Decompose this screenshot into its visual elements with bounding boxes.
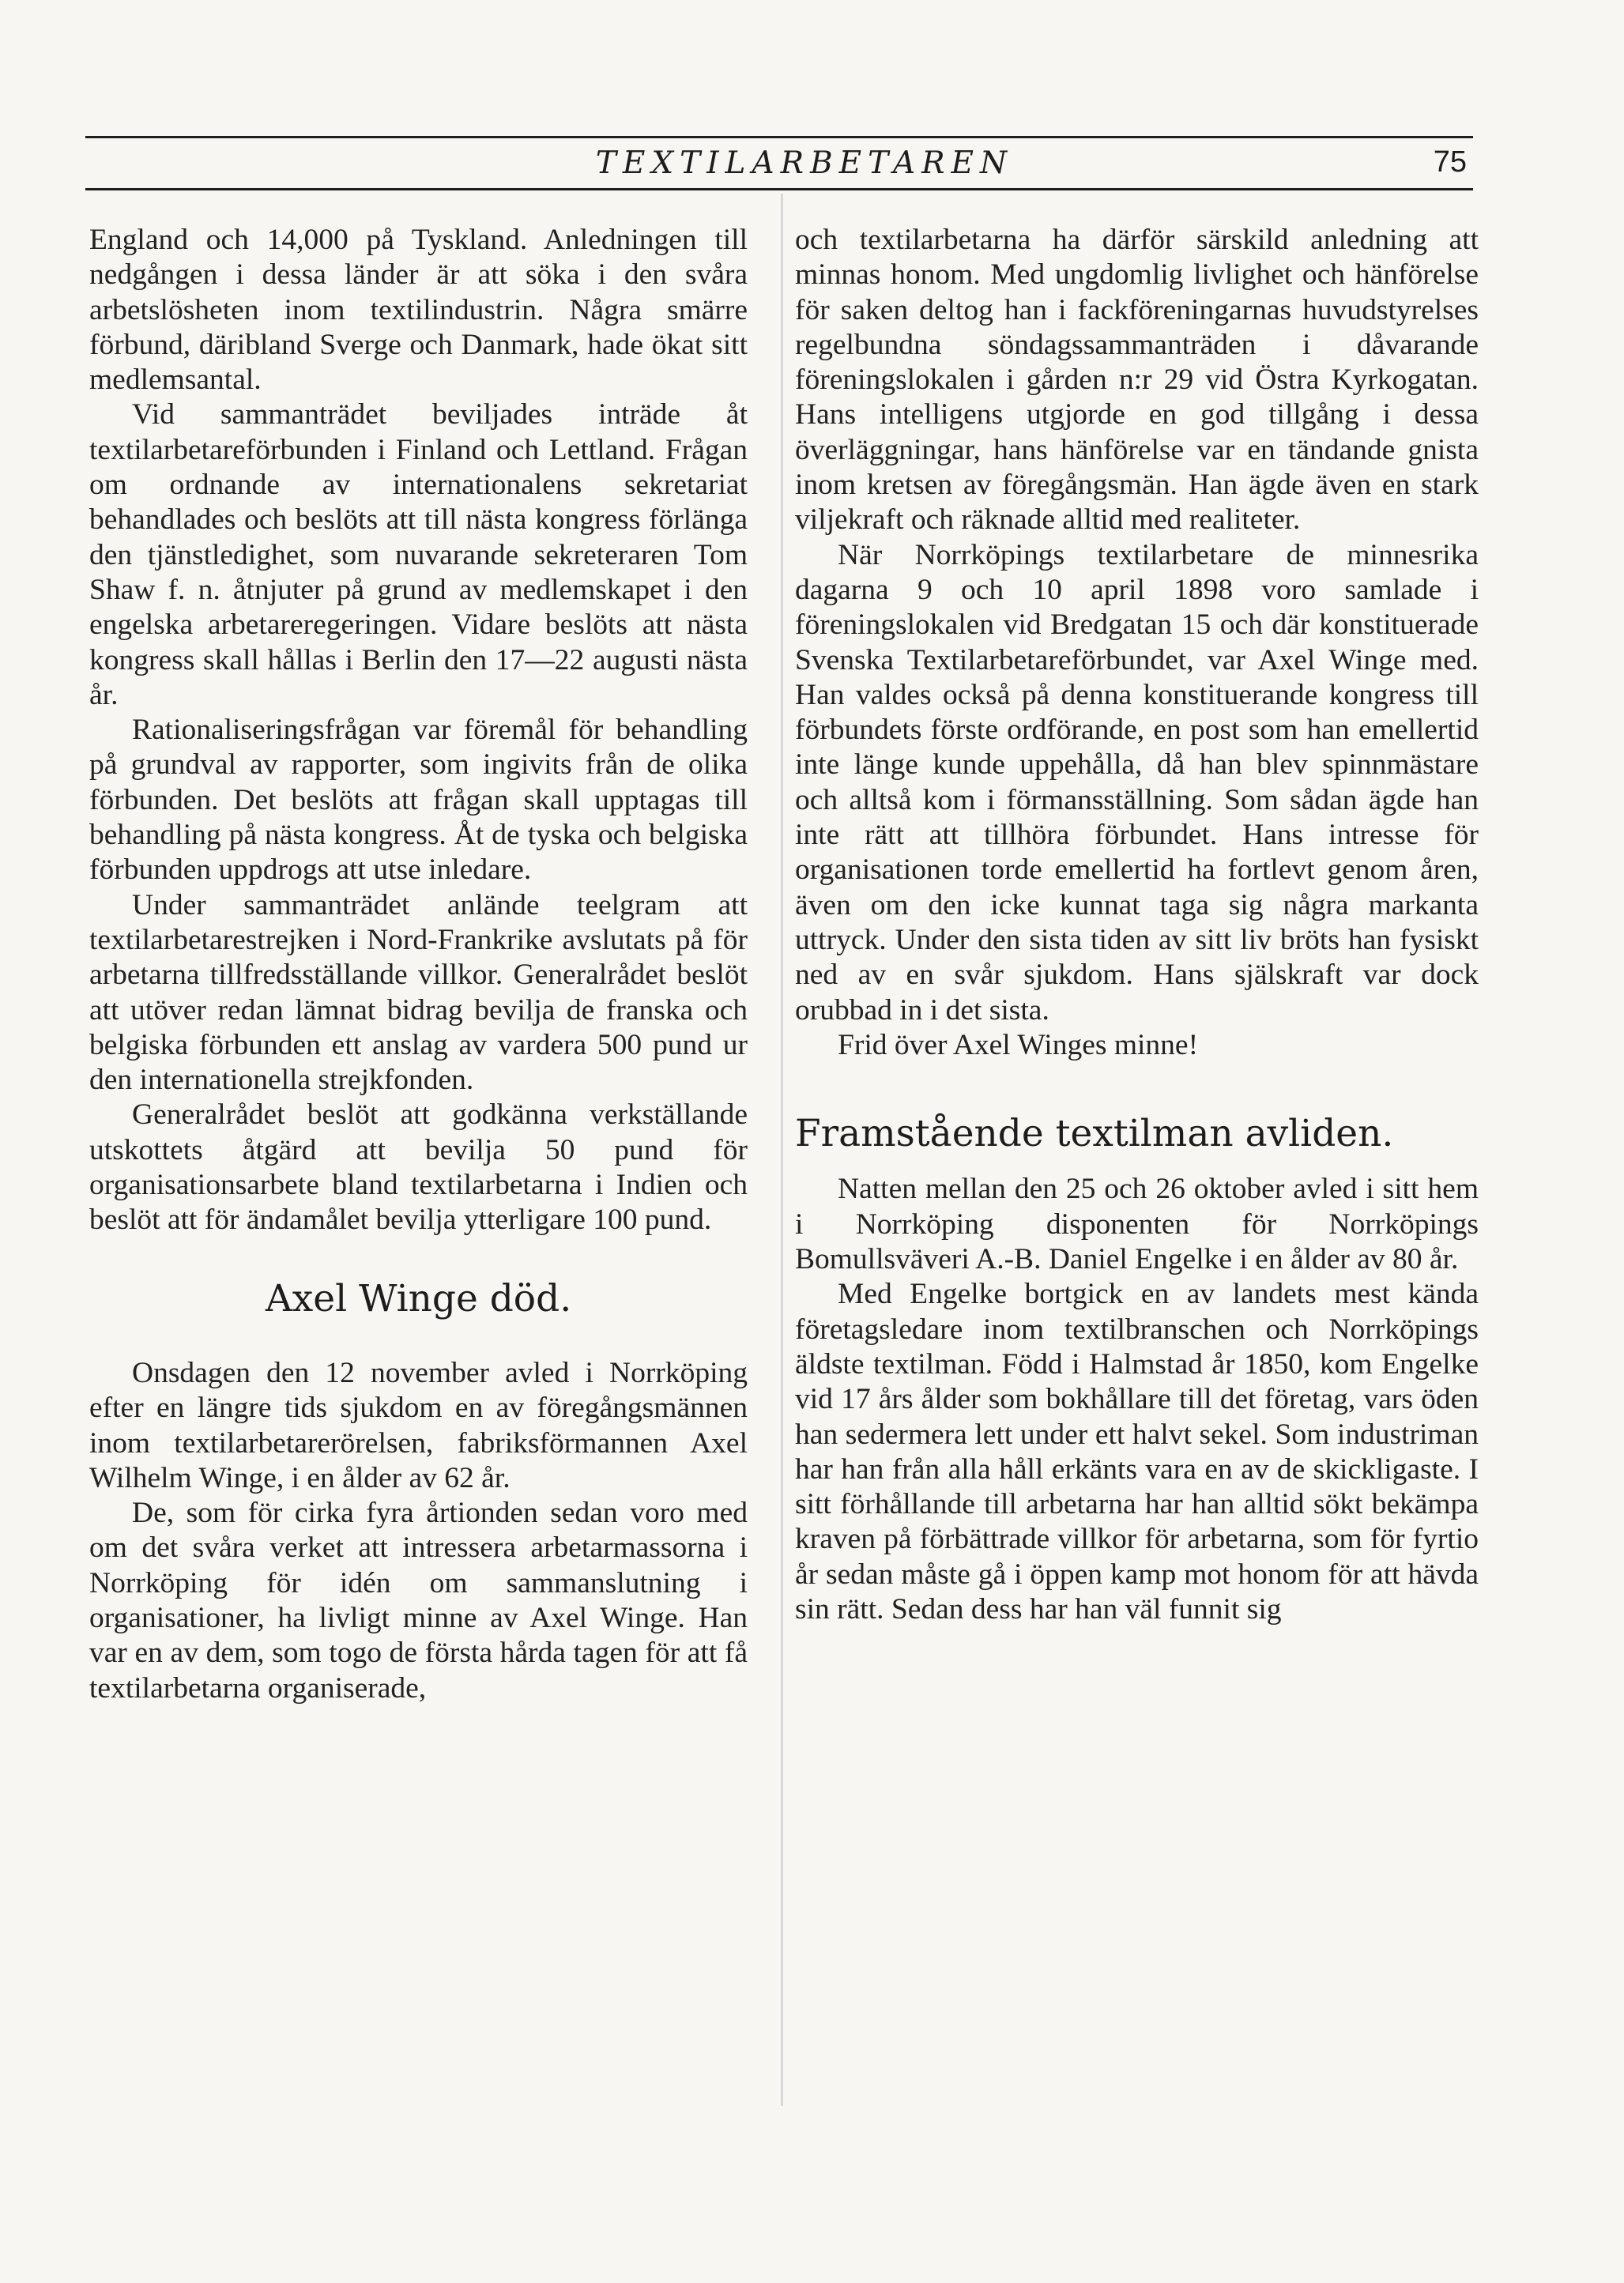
right-column	[795, 223, 1479, 1627]
paragraph: Onsdagen den 12 november avled i Norrköping efter en längre tids sjukdom en av föregångsmännen inom textilarbetarerörelsen, fabriksförmannen Axel Wilhelm Winge, i en ålder av 62 år.	[89, 1356, 748, 1494]
paragraph: De, som för cirka fyra årtionden sedan voro med om det svåra verket att intressera arbetarmassorna i Norrköping för idén om sammanslutning i organisationer, ha livligt minne av Axel Winge. Han var en av dem, som togo de första hårda tagen för att få textilarbetarna organiserade,	[89, 1497, 748, 1705]
paragraph: Natten mellan den 25 och 26 oktober avled i sitt hem i Norrköping disponenten för Norrköpings Bomullsväveri A.-B. Daniel Engelke i en ålder av 80 år.	[795, 1173, 1479, 1276]
paragraph: Generalrådet beslöt att godkänna verkställande utskottets åtgärd att bevilja 50 pund för organisationsarbete bland textilarbetarna i Indien och beslöt att för ändamålet bevilja ytterligare 100 pund.	[89, 1098, 748, 1237]
paragraph: England och 14,000 på Tyskland. Anledningen till nedgången i dessa länder är att söka i den svåra arbetslösheten inom textilindustrin. Några smärre förbund, däribland Sverge och Danmark, hade ökat sitt medlemsantal.	[89, 224, 748, 397]
paragraph: Rationaliseringsfrågan var föremål för behandling på grundval av rapporter, som ingivits från de olika förbunden. Det beslöts att frågan skall upptagas till behandling på nästa kongress. Åt de tyska och belgiska förbunden uppdrogs att utse inledare.	[89, 714, 748, 887]
running-title: TEXTILARBETAREN	[595, 145, 1014, 181]
page-header	[85, 136, 1473, 193]
article-heading-engelke: Framstående textilman avliden.	[795, 1112, 1394, 1156]
article-heading-axel-winge: Axel Winge död.	[265, 1276, 572, 1320]
header-bottom-rule	[85, 188, 1473, 190]
paragraph: Under sammanträdet anlände teelgram att textilarbetarestrejken i Nord-Frankrike avslutats på för arbetarna tillfredsställande villkor. Generalrådet beslöt att utöver redan lämnat bidrag bevilja de franska och belgiska förbunden ett anslag av vardera 500 pund ur den internationella strejkfonden.	[89, 888, 748, 1097]
page-number: 75	[1433, 145, 1467, 179]
left-column	[89, 223, 748, 1706]
column-separator	[781, 194, 783, 2106]
paragraph: När Norrköpings textilarbetare de minnesrika dagarna 9 och 10 april 1898 voro samlade i föreningslokalen vid Bredgatan 15 och där konstituerade Svenska Textilarbetareförbundet, var Axel Winge med. Han valdes också på denna konstituerande kongress till förbundets förste ordförande, en post som han emellertid inte länge kunde uppehålla, då han blev spinnmästare och alltså kom i förmansställning. Som sådan ägde han inte rätt att tillhöra förbundet. Hans intresse för organisationen torde emellertid ha fortlevt genom åren, även om den icke kunnat taga sig några markanta uttryck. Under den sista tiden av sitt liv bröts han fysiskt ned av en svår sjukdom. Hans själskraft var dock orubbad in i det sista.	[795, 538, 1479, 1027]
memorial-line: Frid över Axel Winges minne!	[838, 1028, 1199, 1061]
paragraph: och textilarbetarna ha därför särskild anledning att minnas honom. Med ungdomlig livlighet och hänförelse för saken deltog han i fackföreningarnas huvudstyrelses regelbundna söndagssammanträden i dåvarande föreningslokalen i gården n:r 29 vid Östra Kyrkogatan. Hans intelligens utgjorde en god tillgång i dessa överläggningar, hans hänförelse var en tändande gnista inom kretsen av föregångsmän. Han ägde även en stark viljekraft och räknade alltid med realiteter.	[795, 224, 1479, 537]
paragraph: Vid sammanträdet beviljades inträde åt textilarbetareförbunden i Finland och Lettland. Frågan om ordnande av internationalens sekretariat behandlades och beslöts att till nästa kongress förlänga den tjänstledighet, som nuvarande sekreteraren Tom Shaw f. n. åtnjuter på grund av medlemskapet i den engelska arbetareregeringen. Vidare beslöts att nästa kongress skall hållas i Berlin den 17—22 augusti nästa år.	[89, 398, 748, 711]
paragraph: Med Engelke bortgick en av landets mest kända företagsledare inom textilbranschen och Norrköpings äldste textilman. Född i Halmstad år 1850, kom Engelke vid 17 års ålder som bokhållare till det företag, vars öden han sedermera lett under ett halvt sekel. Som industriman har han från alla håll erkänts vara en av de skickligaste. I sitt förhållande till arbetarna har han alltid sökt bekämpa kraven på förbättrade villkor för arbetarna, som för fyrtio år sedan måste gå i öppen kamp mot honom för att hävda sin rätt. Sedan dess har han väl funnit sig	[795, 1278, 1479, 1626]
header-top-rule	[85, 136, 1473, 138]
